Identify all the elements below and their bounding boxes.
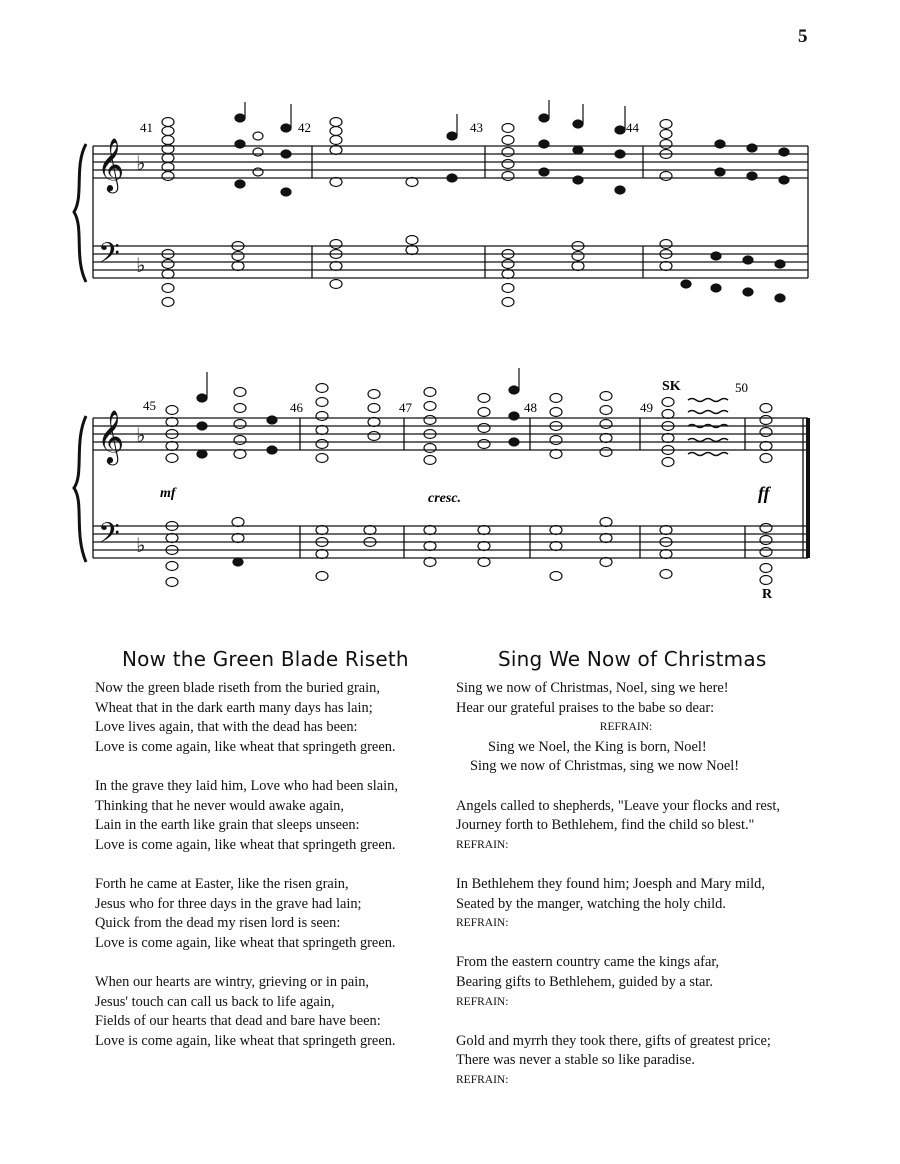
lyric-line: Fields of our hearts that dead and bare have been: bbox=[95, 1013, 381, 1030]
stanza bbox=[456, 679, 796, 777]
dynamic-mark: cresc. bbox=[428, 491, 462, 506]
dynamic-mark: mf bbox=[160, 486, 176, 501]
stanza bbox=[95, 973, 398, 1051]
technique-mark: SK bbox=[662, 379, 681, 394]
svg-text:𝄢: 𝄢 bbox=[98, 237, 120, 277]
page-number: 5 bbox=[798, 26, 808, 47]
refrain-label: REFRAIN: bbox=[456, 838, 509, 851]
lyric-line: Love is come again, like wheat that springeth green. bbox=[95, 836, 396, 853]
lyric-line: Seated by the manger, watching the holy child. bbox=[456, 895, 726, 912]
measure-number: 46 bbox=[290, 400, 303, 415]
song1-lyrics bbox=[95, 679, 398, 1071]
refrain-label: REFRAIN: bbox=[456, 917, 509, 930]
lyric-line: Hear our grateful praises to the babe so dear: bbox=[456, 699, 715, 716]
lyric-line: Sing we now of Christmas, Noel, sing we here! bbox=[456, 680, 729, 696]
svg-text:♭: ♭ bbox=[136, 151, 146, 175]
measure-number: 50 bbox=[735, 380, 748, 395]
lyric-line: Gold and myrrh they took there, gifts of greatest price; bbox=[456, 1032, 771, 1049]
measure-number: 43 bbox=[470, 120, 483, 135]
lyric-line: Love is come again, like wheat that springeth green. bbox=[95, 1032, 396, 1049]
music-system-2 bbox=[0, 362, 900, 608]
measure-number: 48 bbox=[524, 400, 537, 415]
music-system-1 bbox=[0, 96, 900, 316]
lyric-line: Jesus' touch can call us back to life again, bbox=[95, 993, 335, 1010]
stanza bbox=[456, 1032, 796, 1091]
measure-number: 47 bbox=[399, 400, 412, 415]
measure-number: 42 bbox=[298, 120, 311, 135]
lyric-line: Journey forth to Bethlehem, find the child so blest." bbox=[456, 817, 755, 834]
song-title: Now the Green Blade Riseth bbox=[122, 647, 409, 671]
measure-number: 41 bbox=[140, 120, 153, 135]
song2-lyrics bbox=[456, 679, 796, 1110]
song-title: Sing We Now of Christmas bbox=[498, 647, 767, 671]
lyric-line: Now the green blade riseth from the buried grain, bbox=[95, 680, 380, 696]
lyric-line: When our hearts are wintry, grieving or in pain, bbox=[95, 973, 369, 990]
svg-text:♭: ♭ bbox=[136, 533, 146, 557]
stanza bbox=[456, 875, 796, 934]
lyric-line: Wheat that in the dark earth many days has lain; bbox=[95, 699, 373, 716]
lyric-line: Love lives again, that with the dead has been: bbox=[95, 719, 358, 736]
measure-number: 49 bbox=[640, 400, 653, 415]
score-system-1 bbox=[0, 96, 900, 316]
measure-number: 44 bbox=[626, 120, 639, 135]
refrain-line: Sing we now of Christmas, sing we now Noel! bbox=[470, 758, 740, 775]
lyric-line: In the grave they laid him, Love who had been slain, bbox=[95, 777, 398, 794]
lyric-line: Angels called to shepherds, "Leave your flocks and rest, bbox=[456, 797, 780, 814]
stanza bbox=[456, 797, 796, 856]
refrain-label: REFRAIN: bbox=[456, 1073, 509, 1086]
svg-text:𝄞: 𝄞 bbox=[97, 409, 125, 463]
lyric-line: From the eastern country came the kings afar, bbox=[456, 954, 720, 971]
lyric-line: Bearing gifts to Bethlehem, guided by a star. bbox=[456, 973, 713, 990]
lyric-line: Love is come again, like wheat that springeth green. bbox=[95, 934, 396, 951]
lyric-line: Quick from the dead my risen lord is seen: bbox=[95, 915, 341, 932]
svg-text:𝄞: 𝄞 bbox=[97, 137, 125, 191]
lyric-line: There was never a stable so like paradise. bbox=[456, 1052, 695, 1069]
lyric-line: Jesus who for three days in the grave had lain; bbox=[95, 895, 362, 912]
refrain-label: REFRAIN: bbox=[456, 995, 509, 1008]
lyric-line: Forth he came at Easter, like the risen grain, bbox=[95, 875, 349, 892]
refrain-label: REFRAIN: bbox=[599, 721, 653, 734]
stanza bbox=[95, 777, 398, 855]
svg-text:𝄢: 𝄢 bbox=[98, 517, 120, 557]
lyric-line: In Bethlehem they found him; Joesph and Mary mild, bbox=[456, 875, 765, 892]
lyric-line: Love is come again, like wheat that springeth green. bbox=[95, 738, 396, 755]
stanza bbox=[456, 953, 796, 1012]
stanza bbox=[95, 679, 398, 757]
svg-text:♭: ♭ bbox=[136, 423, 146, 447]
technique-mark: R bbox=[762, 587, 773, 602]
stanza bbox=[95, 875, 398, 953]
svg-text:♭: ♭ bbox=[136, 253, 146, 277]
lyric-line: Thinking that he never would awake again, bbox=[95, 797, 344, 814]
dynamic-mark: ff bbox=[758, 483, 770, 503]
lyric-line: Lain in the earth like grain that sleeps unseen: bbox=[95, 817, 360, 834]
measure-number: 45 bbox=[143, 398, 156, 413]
score-system-2 bbox=[0, 362, 900, 608]
refrain-line: Sing we Noel, the King is born, Noel! bbox=[488, 738, 707, 755]
chord bbox=[162, 118, 174, 181]
